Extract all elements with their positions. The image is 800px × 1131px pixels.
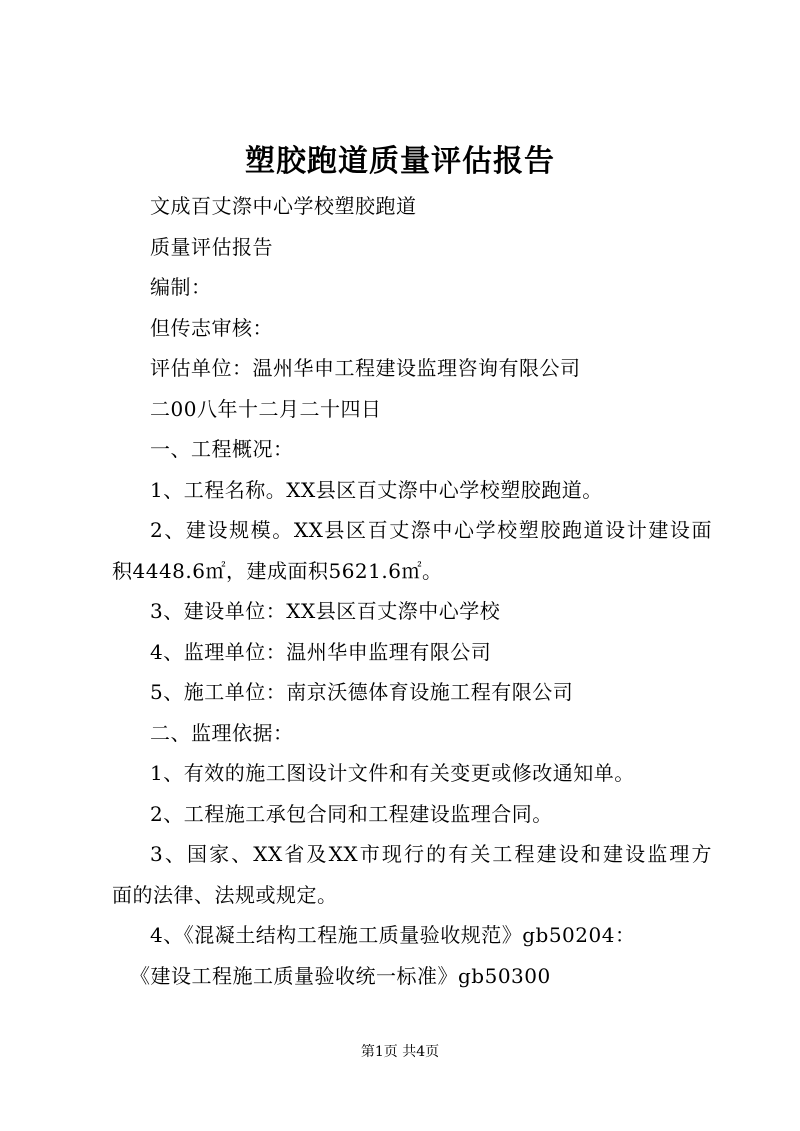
- paragraph-line: 但传志审核：: [150, 315, 273, 340]
- paragraph-line: 二00八年十二月二十四日: [150, 396, 382, 421]
- paragraph-line: 4、《混凝土结构工程施工质量验收规范》gb50204：: [150, 923, 636, 947]
- paragraph-line: 评估单位：温州华申工程建设监理咨询有限公司: [150, 356, 581, 380]
- paragraph-continuation: 积4448.6㎡，建成面积5621.6㎡。: [112, 558, 443, 583]
- paragraph-line: 1、工程名称。XX县区百丈漈中心学校塑胶跑道。: [150, 477, 603, 502]
- paragraph-continuation: 《建设工程施工质量验收统一标准》gb50300: [130, 963, 551, 988]
- paragraph-line: 1、有效的施工图设计文件和有关变更或修改通知单。: [150, 761, 635, 785]
- paragraph-line: 文成百丈漈中心学校塑胶跑道: [150, 194, 417, 218]
- section-heading: 二、监理依据：: [150, 720, 294, 745]
- paragraph-line: 编制：: [150, 275, 212, 299]
- document-title: 塑胶跑道质量评估报告: [245, 144, 555, 179]
- paragraph-line: 质量评估报告: [150, 234, 273, 259]
- paragraph-line: 3、建设单位：XX县区百丈漈中心学校: [150, 599, 501, 623]
- section-heading: 一、工程概况：: [150, 437, 294, 461]
- paragraph-line: 4、监理单位：温州华申监理有限公司: [150, 639, 492, 664]
- paragraph-line: 5、施工单位：南京沃德体育设施工程有限公司: [150, 680, 574, 704]
- paragraph-line: 2、建设规模。XX县区百丈漈中心学校塑胶跑道设计建设面: [150, 518, 712, 542]
- page-footer: 第1页 共4页: [360, 1044, 440, 1060]
- paragraph-line: 3、国家、XX省及XX市现行的有关工程建设和建设监理方: [150, 842, 712, 866]
- paragraph-continuation: 面的法律、法规或规定。: [112, 882, 338, 907]
- paragraph-line: 2、工程施工承包合同和工程建设监理合同。: [150, 801, 553, 826]
- document-body: [112, 186, 712, 996]
